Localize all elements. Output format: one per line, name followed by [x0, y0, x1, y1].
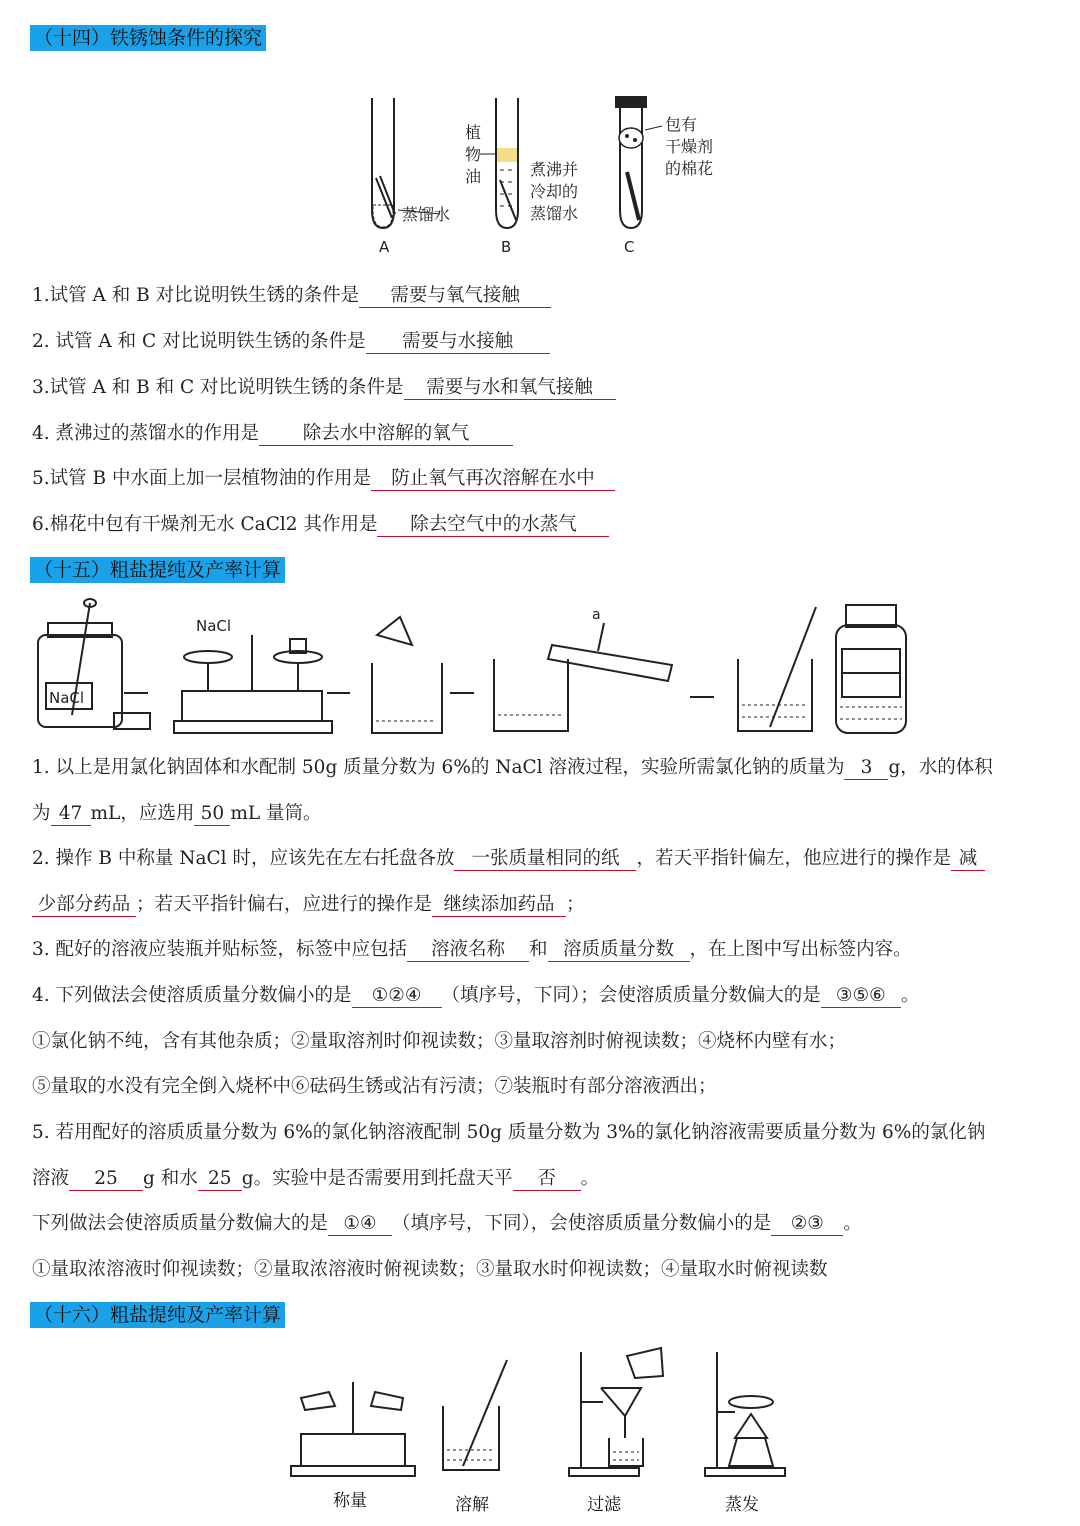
caption-evaporate: 蒸发 — [725, 1495, 759, 1515]
answer-blank: 需要与水和氧气接触 — [404, 377, 616, 400]
nacl-balance-label: NaCl — [196, 617, 232, 635]
oil-label-1: 植 — [465, 123, 482, 142]
s15-question-1-line1: 1. 以上是用氯化钠固体和水配制 50g 质量分数为 6%的 NaCl 溶液过程，实验所需氯化钠的质量为 3 g，水的体积 — [32, 757, 993, 778]
solution-prep-figure — [32, 595, 912, 740]
answer-blank: 除去水中溶解的氧气 — [259, 423, 513, 446]
s15-question-1-line2: 为 47 mL，应选用 50 mL 量筒。 — [32, 803, 322, 824]
caption-weigh: 称量 — [333, 1491, 367, 1511]
answer-blank: 防止氧气再次溶解在水中 — [371, 468, 615, 491]
answer-blank: 一张质量相同的纸 — [454, 848, 636, 871]
s14-question-5: 5.试管 B 中水面上加一层植物油的作用是 防止氧气再次溶解在水中 — [32, 467, 615, 491]
tube-c-label: C — [624, 238, 635, 256]
s15-question-6: 下列做法会使溶质质量分数偏大的是 ①④ （填序号，下同），会使溶质质量分数偏小的是 ②③ 。 — [32, 1213, 862, 1234]
salt-purification-figure — [285, 1342, 795, 1482]
answer-blank: 3 — [844, 757, 888, 780]
answer-blank: 减 — [951, 848, 985, 871]
s15-question-4-options-2: ⑤量取的水没有完全倒入烧杯中⑥砝码生锈或沾有污渍；⑦装瓶时有部分溶液洒出； — [32, 1076, 717, 1097]
s15-question-5-line1: 5. 若用配好的溶质质量分数为 6%的氯化钠溶液配制 50g 质量分数为 3%的氯化钠溶液需要质量分数为 6%的氯化钠 — [32, 1122, 986, 1143]
water-b-label-2: 冷却的 — [530, 182, 579, 201]
s14-question-1: 1.试管 A 和 B 对比说明铁生锈的条件是 需要与氧气接触 — [32, 284, 551, 308]
cotton-label-1: 包有 — [665, 115, 698, 134]
section-16-title: （十六）粗盐提纯及产率计算 — [30, 1302, 285, 1328]
caption-filter: 过滤 — [587, 1495, 621, 1515]
section-14-title: （十四）铁锈蚀条件的探究 — [30, 25, 266, 51]
answer-blank: 溶质质量分数 — [548, 939, 690, 962]
answer-blank: 溶液名称 — [407, 939, 529, 962]
iron-rust-figure — [350, 90, 750, 265]
answer-blank: 需要与水接触 — [366, 331, 550, 354]
answer-blank: 50 — [194, 803, 230, 826]
answer-blank: ①④ — [328, 1213, 392, 1236]
section-15-title: （十五）粗盐提纯及产率计算 — [30, 557, 285, 583]
answer-blank: 47 — [51, 803, 91, 826]
answer-blank: ②③ — [771, 1213, 843, 1236]
s15-question-4: 4. 下列做法会使溶质质量分数偏小的是 ①②④ （填序号，下同）；会使溶质质量分数偏大的是 ③⑤⑥ 。 — [32, 985, 920, 1006]
s15-question-3: 3. 配好的溶液应装瓶并贴标签，标签中应包括 溶液名称 和 溶质质量分数 ，在上图中写出标签内容。 — [32, 939, 912, 960]
oil-label-3: 油 — [465, 167, 482, 186]
s15-question-5-line2: 溶液 25 g 和水 25 g。实验中是否需要用到托盘天平 否 。 — [32, 1168, 600, 1189]
s14-question-2: 2. 试管 A 和 C 对比说明铁生锈的条件是 需要与水接触 — [32, 330, 550, 354]
nacl-jar-label: NaCl — [49, 689, 85, 707]
s15-question-4-options-1: ①氯化钠不纯，含有其他杂质；②量取溶剂时仰视读数；③量取溶剂时俯视读数；④烧杯内壁有水； — [32, 1031, 847, 1052]
tube-a-label: A — [379, 238, 390, 256]
cylinder-a-label: a — [592, 607, 601, 623]
s14-question-3: 3.试管 A 和 B 和 C 对比说明铁生锈的条件是 需要与水和氧气接触 — [32, 376, 616, 400]
answer-blank: 需要与氧气接触 — [359, 285, 551, 308]
answer-blank: 少部分药品 — [32, 894, 136, 917]
caption-dissolve: 溶解 — [455, 1495, 489, 1515]
answer-blank: 25 — [69, 1168, 143, 1191]
answer-blank: 除去空气中的水蒸气 — [377, 514, 609, 537]
cotton-label-2: 干燥剂 — [665, 137, 714, 156]
answer-blank: ①②④ — [352, 985, 442, 1008]
oil-label-2: 物 — [465, 145, 482, 164]
water-b-label-1: 煮沸并 — [530, 160, 579, 179]
answer-blank: 25 — [198, 1168, 242, 1191]
water-b-label-3: 蒸馏水 — [530, 204, 579, 223]
s15-question-6-options: ①量取浓溶液时仰视读数；②量取浓溶液时俯视读数；③量取水时仰视读数；④量取水时俯视读数 — [32, 1259, 828, 1280]
tube-b-label: B — [501, 238, 512, 256]
answer-blank: ③⑤⑥ — [821, 985, 901, 1008]
s14-question-6: 6.棉花中包有干燥剂无水 CaCl2 其作用是 除去空气中的水蒸气 — [32, 513, 609, 537]
s15-question-2-line2: 少部分药品 ；若天平指针偏右，应进行的操作是 继续添加药品 ； — [32, 893, 585, 917]
s15-question-2-line1: 2. 操作 B 中称量 NaCl 时，应该先在左右托盘各放 一张质量相同的纸 ，若天平指针偏左，他应进行的操作是 减 — [32, 847, 985, 871]
cotton-label-3: 的棉花 — [665, 159, 714, 178]
s14-question-4: 4. 煮沸过的蒸馏水的作用是 除去水中溶解的氧气 — [32, 422, 513, 446]
answer-blank: 继续添加药品 — [432, 894, 566, 917]
water-a-label: 蒸馏水 — [402, 205, 451, 224]
answer-blank: 否 — [513, 1168, 581, 1191]
